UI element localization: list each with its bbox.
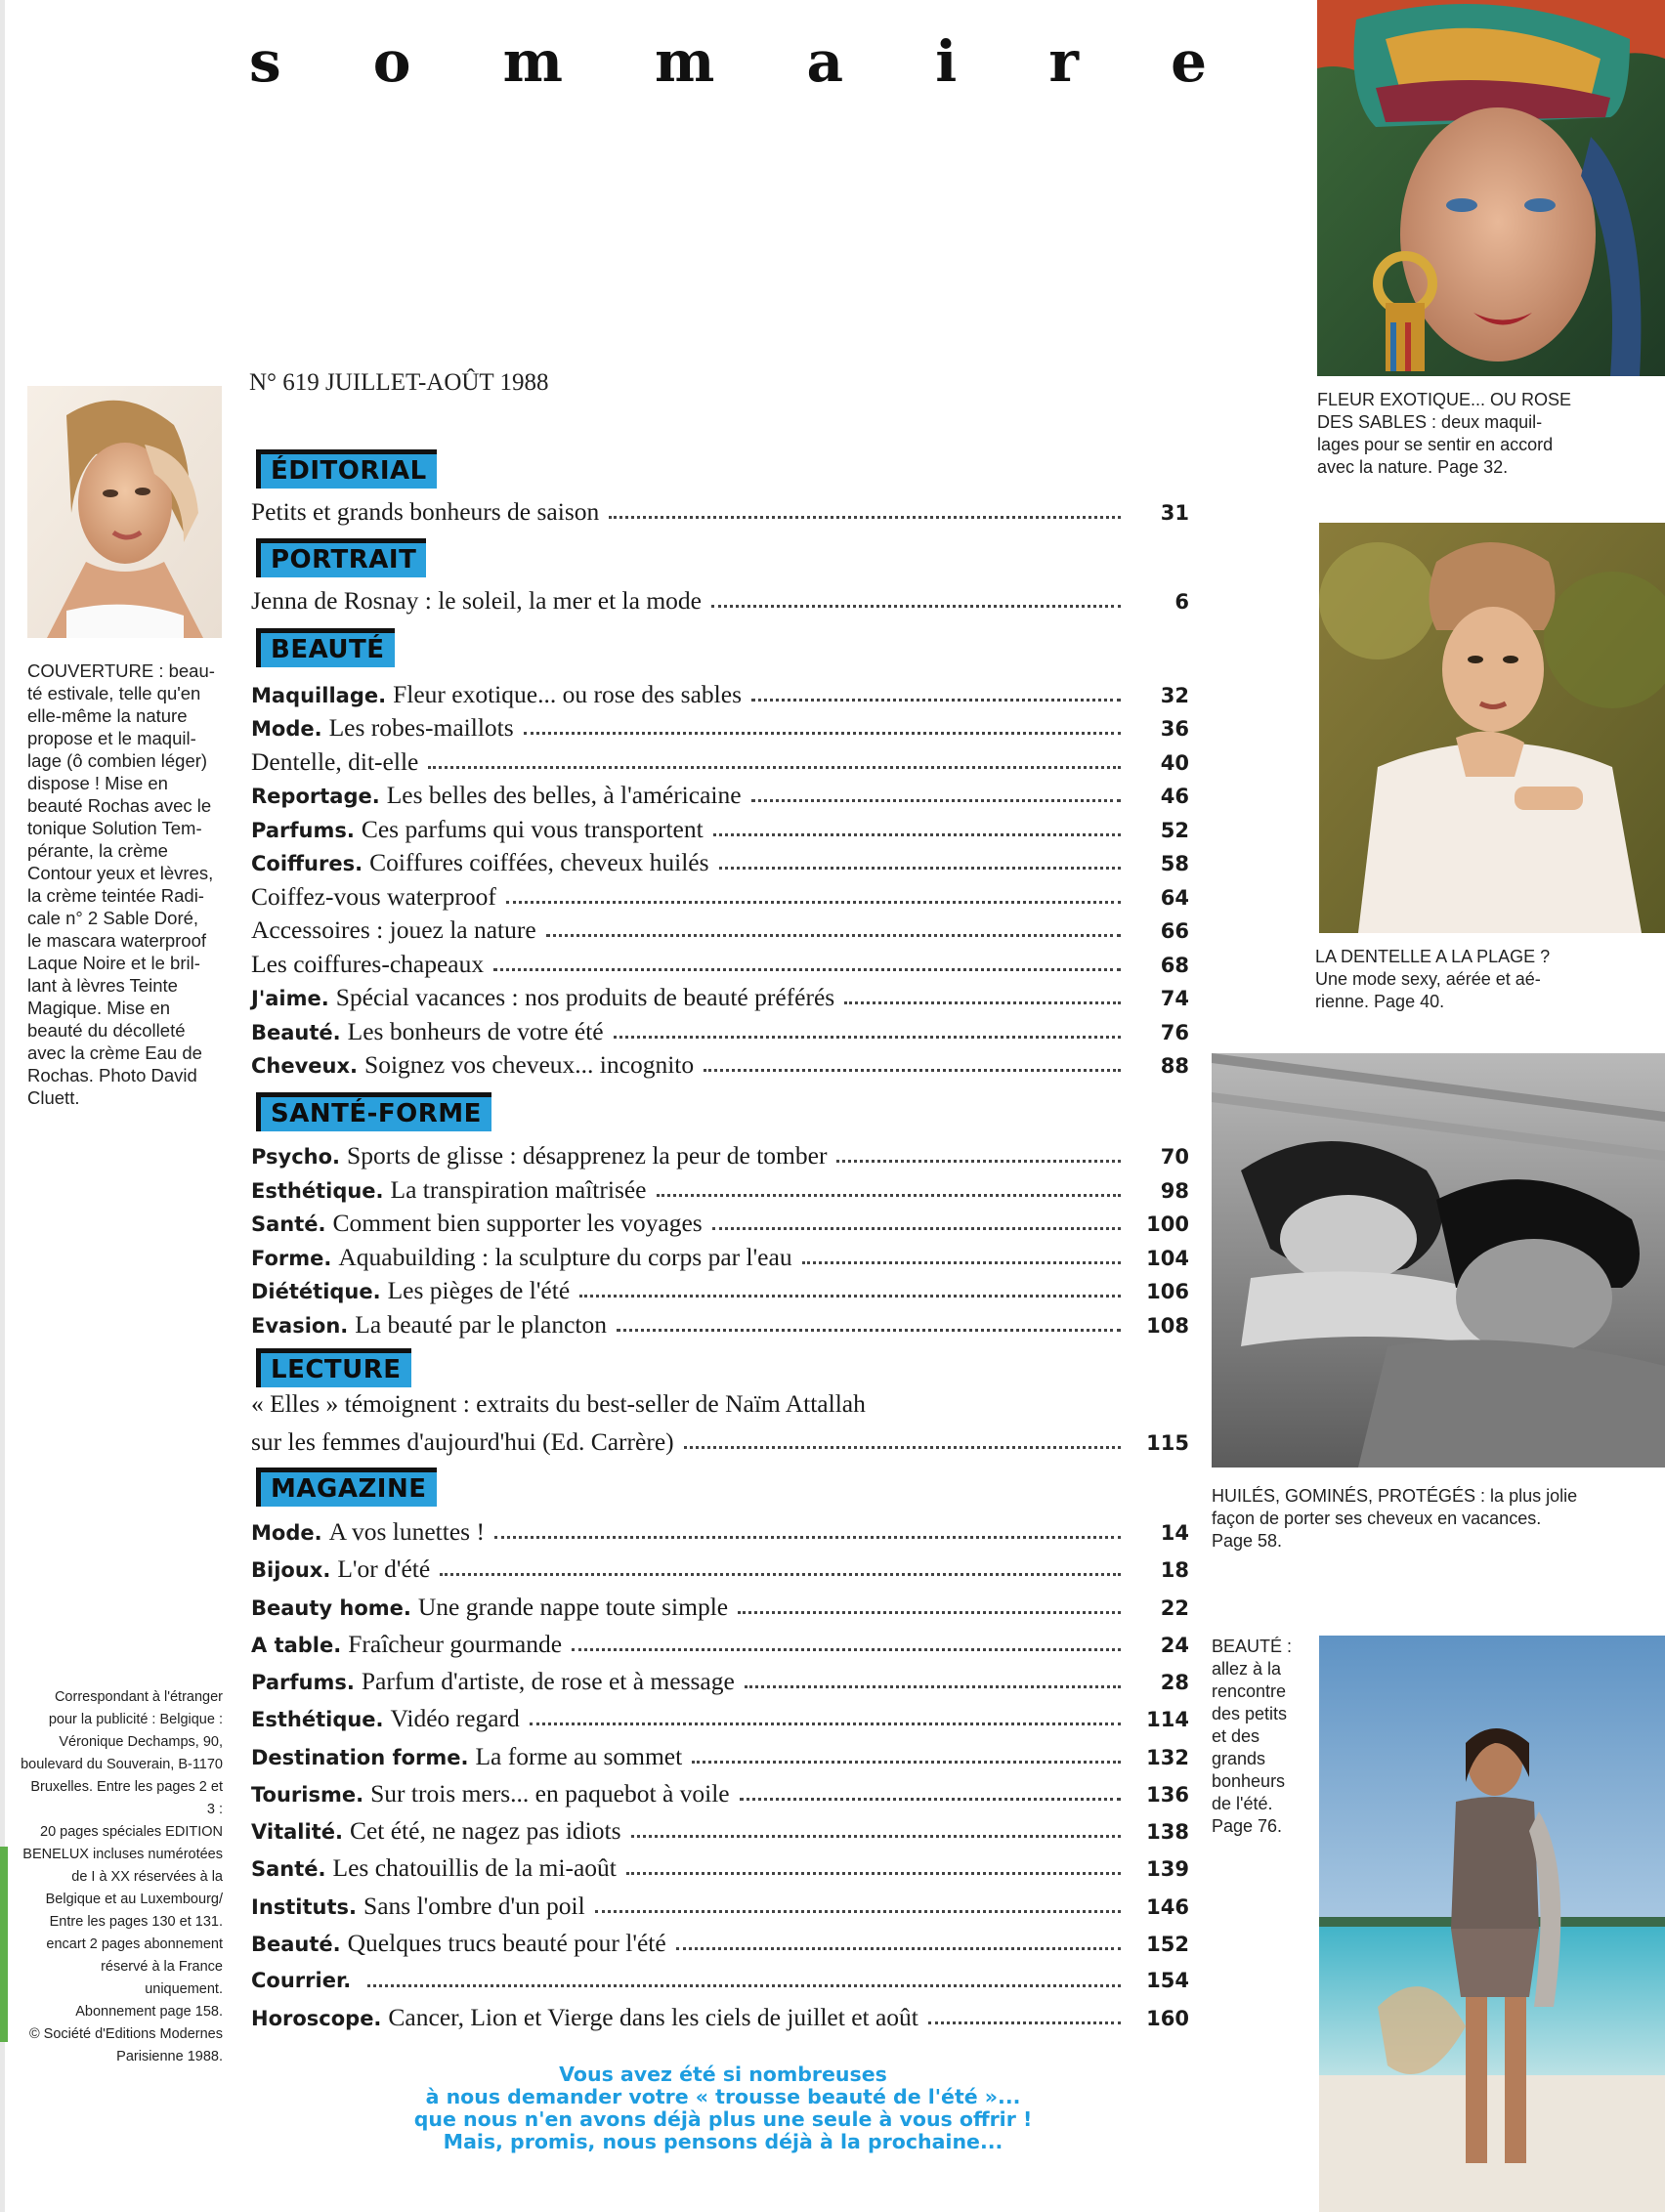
- section-editorial: ÉDITORIAL: [256, 449, 437, 489]
- caption-huiles: HUILÉS, GOMINÉS, PROTÉGÉS : la plus jolie façon de porter ses cheveux en vacances. Page 58.: [1212, 1486, 1578, 1551]
- section-magazine: MAGAZINE: [256, 1468, 437, 1507]
- entry-rubric: Courrier.: [251, 1969, 352, 1992]
- entry-page: 46: [1160, 785, 1189, 809]
- leader-dots: [572, 1647, 1121, 1651]
- issue-number: N° 619 JUILLET-AOÛT 1988: [249, 369, 549, 396]
- entry-page: 32: [1160, 684, 1189, 707]
- entry-title: Comment bien supporter les voyages: [332, 1209, 703, 1238]
- toc-entry[interactable]: [251, 1139, 1189, 1172]
- entry-rubric: Mode.: [251, 1521, 322, 1545]
- leader-dots: [428, 765, 1121, 769]
- leader-dots: [719, 866, 1121, 870]
- entry-title: L'or d'été: [337, 1554, 431, 1584]
- title-letter: i: [935, 28, 958, 95]
- entry-page: 152: [1146, 1932, 1189, 1956]
- entry-title: La beauté par le plancton: [355, 1310, 607, 1339]
- entry-rubric: Beauty home.: [251, 1595, 411, 1620]
- entry-title: Soignez vos cheveux... incognito: [364, 1049, 695, 1079]
- toc-entry[interactable]: [251, 948, 1189, 981]
- entry-rubric: Maquillage.: [251, 684, 387, 707]
- entry-rubric: Vitalité.: [251, 1820, 343, 1844]
- leader-dots: [684, 1445, 1121, 1449]
- entry-page: 139: [1146, 1857, 1189, 1882]
- entry-title: A vos lunettes !: [328, 1517, 485, 1546]
- page-title: [249, 27, 1207, 96]
- entry-page: 66: [1160, 919, 1189, 944]
- entry-rubric: Esthétique.: [251, 1708, 384, 1732]
- entry-title: Coiffures coiffées, cheveux huilés: [369, 848, 709, 877]
- toc-entry[interactable]: [251, 745, 1189, 779]
- toc-entry[interactable]: [251, 711, 1189, 744]
- entry-page: 64: [1160, 885, 1189, 910]
- entry-page: 76: [1160, 1020, 1189, 1044]
- toc-entry[interactable]: [251, 1702, 1189, 1735]
- leader-dots: [712, 1226, 1121, 1230]
- leader-dots: [626, 1871, 1121, 1875]
- entry-page: 88: [1160, 1053, 1189, 1078]
- entry-page: 115: [1146, 1431, 1189, 1455]
- section-lecture: LECTURE: [256, 1348, 411, 1387]
- toc-entry[interactable]: [251, 1628, 1189, 1661]
- entry-rubric: Psycho.: [251, 1145, 341, 1169]
- entry-title: Accessoires : jouez la nature: [251, 915, 536, 945]
- entry-title: Spécial vacances : nos produits de beauté préférés: [335, 983, 835, 1012]
- caption-fleur-exotique: FLEUR EXOTIQUE... OU ROSE DES SABLES : deux maquil- lages pour se sentir en accord avec la nature. Page 32.: [1317, 390, 1572, 477]
- entry-rubric: Horoscope.: [251, 2007, 382, 2031]
- entry-rubric: Santé.: [251, 1212, 326, 1237]
- title-letter: r: [1048, 28, 1079, 95]
- entry-title: Sur trois mers... en paquebot à voile: [370, 1778, 730, 1808]
- entry-title: Aquabuilding : la sculpture du corps par l'eau: [338, 1242, 792, 1271]
- toc-entry[interactable]: [251, 1515, 1189, 1549]
- title-letter: m: [655, 28, 715, 95]
- entry-rubric: Parfums.: [251, 1671, 355, 1694]
- couple-wet-hair-photo: [1212, 1053, 1665, 1468]
- entry-rubric: Coiffures.: [251, 852, 363, 876]
- leader-dots: [579, 1294, 1121, 1297]
- leader-dots: [494, 1535, 1121, 1539]
- correspondent-notice: Correspondant à l'étranger pour la publicité : Belgique : Véronique Dechamps, 90, boulevard du Souverain, B-1170 Bruxelles. Entre les pages 2 et 3 : 20 pages spéciales EDITION BENELUX incluses numérotées de I à XX réservées à la Belgique et au Luxembourg/ Entre les pages 130 et 131. encart 2 pages abonnement réservé à la France uniquement. Abonnement page 158. © Société d'Editions Modernes Parisienne 1988.: [21, 1689, 223, 2064]
- leader-dots: [524, 731, 1121, 735]
- entry-title: Cancer, Lion et Vierge dans les ciels de juillet et août: [388, 2003, 918, 2032]
- entry-page: 104: [1146, 1246, 1189, 1270]
- leader-dots: [676, 1946, 1121, 1950]
- entry-page: 98: [1160, 1178, 1189, 1203]
- entry-rubric: Destination forme.: [251, 1745, 469, 1769]
- entry-page: 114: [1146, 1708, 1189, 1732]
- entry-page: 68: [1160, 953, 1189, 977]
- leader-dots: [440, 1572, 1121, 1576]
- leader-dots: [506, 900, 1121, 904]
- woman-lace-photo: [1319, 523, 1665, 933]
- entry-page: 52: [1160, 818, 1189, 842]
- section-beaute: BEAUTÉ: [256, 628, 395, 667]
- caption-beaute: BEAUTÉ : allez à la rencontre des petits et des grands bonheurs de l'été. Page 76.: [1212, 1637, 1293, 1836]
- entry-page: 36: [1160, 717, 1189, 742]
- leader-dots: [745, 1684, 1121, 1688]
- entry-rubric: Reportage.: [251, 785, 380, 809]
- entry-title: La transpiration maîtrisée: [390, 1174, 647, 1204]
- entry-page: 58: [1160, 852, 1189, 876]
- entry-page: 40: [1160, 750, 1189, 775]
- entry-title: sur les femmes d'aujourd'hui (Ed. Carrère): [251, 1427, 674, 1456]
- leader-dots: [751, 698, 1121, 702]
- leader-dots: [546, 933, 1121, 937]
- entry-title: Sans l'ombre d'un poil: [363, 1891, 585, 1920]
- entry-title: Les belles des belles, à l'américaine: [386, 781, 742, 810]
- entry-title: Une grande nappe toute simple: [417, 1592, 729, 1621]
- title-letter: m: [502, 28, 563, 95]
- toc-entry[interactable]: [251, 1890, 1189, 1923]
- title-letter: o: [372, 28, 411, 95]
- entry-title: Les pièges de l'été: [387, 1276, 571, 1305]
- entry-rubric: Instituts.: [251, 1894, 358, 1919]
- entry-page: 136: [1146, 1782, 1189, 1807]
- entry-rubric: Beauté.: [251, 1932, 341, 1956]
- entry-page: 24: [1160, 1633, 1189, 1657]
- entry-page: 28: [1160, 1671, 1189, 1694]
- entry-title: Coiffez-vous waterproof: [251, 881, 496, 911]
- entry-title: La forme au sommet: [475, 1741, 683, 1770]
- entry-title: Fraîcheur gourmande: [348, 1629, 563, 1658]
- entry-rubric: Mode.: [251, 717, 322, 742]
- entry-title: Vidéo regard: [390, 1704, 520, 1733]
- leader-dots: [844, 1000, 1121, 1004]
- title-letter: s: [249, 28, 281, 95]
- entry-rubric: Forme.: [251, 1246, 332, 1270]
- toc-entry[interactable]: [251, 1777, 1189, 1810]
- leader-dots: [631, 1834, 1121, 1838]
- toc-entry[interactable]: [251, 2001, 1189, 2034]
- entry-page: 14: [1160, 1521, 1189, 1545]
- entry-title: Ces parfums qui vous transportent: [361, 814, 704, 843]
- toc-entry[interactable]: [251, 495, 1189, 529]
- leader-dots: [802, 1260, 1121, 1264]
- entry-page: 154: [1146, 1969, 1189, 1992]
- entry-rubric: Cheveux.: [251, 1053, 359, 1078]
- entry-page: 22: [1160, 1595, 1189, 1620]
- leader-dots: [928, 2021, 1121, 2024]
- entry-rubric: Bijoux.: [251, 1558, 331, 1583]
- toc-entry[interactable]: [251, 1927, 1189, 1960]
- entry-page: 18: [1160, 1558, 1189, 1583]
- leader-dots: [493, 967, 1121, 971]
- entry-title: Les coiffures-chapeaux: [251, 949, 485, 978]
- toc-entry[interactable]: [251, 1740, 1189, 1773]
- lecture-line-1: « Elles » témoignent : extraits du best-seller de Naïm Attallah: [251, 1389, 866, 1418]
- entry-rubric: Santé.: [251, 1857, 326, 1882]
- toc-entry[interactable]: [251, 1308, 1189, 1341]
- leader-dots: [711, 604, 1121, 608]
- cover-caption: COUVERTURE : beau- té estivale, telle qu'en elle-même la nature propose et le maquil- lage (ô combien léger) dispose ! Mise en beauté Rochas avec le tonique Solution Tem- pérante, la crème Contour yeux et lèvres, la crème teintée Radi- cale n° 2 Sable Doré, le mascara waterproof Laque Noire et le bril- lant à lèvres Teinte Magique. Mise en beauté du décolleté avec la crème Eau de Rochas. Photo David Cluett.: [27, 660, 215, 1108]
- toc-entry[interactable]: [251, 1048, 1189, 1082]
- entry-title: Cet été, ne nagez pas idiots: [349, 1816, 621, 1845]
- entry-page: 31: [1160, 501, 1189, 525]
- toc-entry[interactable]: [251, 1207, 1189, 1240]
- toc-entry[interactable]: [251, 1665, 1189, 1698]
- entry-page: 132: [1146, 1745, 1189, 1769]
- entry-title: Sports de glisse : désapprenez la peur de tomber: [347, 1141, 828, 1170]
- green-tab: [0, 1847, 8, 2042]
- leader-dots: [595, 1909, 1121, 1913]
- lecture-entry[interactable]: [251, 1425, 1189, 1459]
- leader-dots: [657, 1193, 1121, 1197]
- leader-dots: [704, 1068, 1121, 1072]
- woman-turban-photo: [1317, 0, 1665, 376]
- toc-entry[interactable]: [251, 1274, 1189, 1307]
- footer-announcement: Vous avez été si nombreuses à nous demander votre « trousse beauté de l'été »... que nous n'en avons déjà plus une seule à vous offrir ! Mais, promis, nous pensons déjà à la prochaine...: [413, 2063, 1033, 2153]
- section-portrait: PORTRAIT: [256, 538, 426, 577]
- entry-title: Dentelle, dit-elle: [251, 746, 419, 776]
- toc-entry[interactable]: [251, 1241, 1189, 1274]
- toc-entry[interactable]: [251, 584, 1189, 617]
- leader-dots: [713, 832, 1121, 836]
- entry-title: Les chatouillis de la mi-août: [332, 1853, 617, 1883]
- entry-page: 100: [1146, 1212, 1189, 1237]
- title-letter: a: [806, 28, 844, 95]
- toc-entry[interactable]: [251, 678, 1189, 711]
- entry-title: Jenna de Rosnay : le soleil, la mer et la mode: [251, 586, 702, 615]
- entry-page: 74: [1160, 987, 1189, 1011]
- entry-title: Petits et grands bonheurs de saison: [251, 497, 600, 526]
- leader-dots: [740, 1797, 1121, 1801]
- leader-dots: [614, 1035, 1121, 1039]
- caption-dentelle: LA DENTELLE A LA PLAGE ? Une mode sexy, aérée et aé- rienne. Page 40.: [1315, 947, 1551, 1011]
- entry-page: 138: [1146, 1820, 1189, 1844]
- entry-title: Parfum d'artiste, de rose et à message: [361, 1667, 735, 1695]
- entry-rubric: J'aime.: [251, 987, 329, 1011]
- toc-entry[interactable]: [251, 880, 1189, 914]
- entry-rubric: Evasion.: [251, 1314, 349, 1338]
- title-letter: e: [1171, 28, 1207, 95]
- entry-rubric: Parfums.: [251, 818, 355, 842]
- leader-dots: [367, 1983, 1121, 1987]
- leader-dots: [609, 515, 1121, 519]
- leader-dots: [738, 1610, 1121, 1614]
- entry-rubric: Diététique.: [251, 1280, 381, 1304]
- toc-entry[interactable]: [251, 914, 1189, 947]
- entry-title: Quelques trucs beauté pour l'été: [347, 1928, 666, 1957]
- leader-dots: [836, 1159, 1121, 1163]
- entry-rubric: A table.: [251, 1633, 342, 1657]
- toc-entry[interactable]: [251, 981, 1189, 1014]
- toc-entry[interactable]: [251, 846, 1189, 879]
- leader-dots: [751, 798, 1121, 802]
- entry-page: 106: [1146, 1280, 1189, 1304]
- cover-woman-photo: [27, 386, 222, 638]
- toc-entry[interactable]: [251, 1591, 1189, 1624]
- entry-page: 6: [1174, 590, 1189, 614]
- entry-title: Les bonheurs de votre été: [347, 1016, 604, 1045]
- entry-title: Les robes-maillots: [328, 713, 514, 743]
- toc-entry[interactable]: [251, 1814, 1189, 1848]
- entry-title: Fleur exotique... ou rose des sables: [393, 680, 743, 708]
- entry-page: 108: [1146, 1314, 1189, 1338]
- entry-rubric: Beauté.: [251, 1020, 341, 1044]
- toc-entry[interactable]: [251, 1964, 1189, 1997]
- entry-rubric: Esthétique.: [251, 1178, 384, 1203]
- toc-entry[interactable]: [251, 813, 1189, 846]
- toc-entry[interactable]: [251, 1015, 1189, 1048]
- leader-dots: [617, 1328, 1121, 1332]
- entry-page: 70: [1160, 1145, 1189, 1169]
- entry-rubric: Tourisme.: [251, 1782, 364, 1807]
- toc-entry[interactable]: [251, 1553, 1189, 1586]
- entry-page: 160: [1146, 2007, 1189, 2031]
- section-sante-forme: SANTÉ-FORME: [256, 1092, 491, 1131]
- toc-entry[interactable]: [251, 1173, 1189, 1207]
- leader-dots: [692, 1760, 1121, 1764]
- leader-dots: [530, 1722, 1121, 1725]
- toc-entry[interactable]: [251, 779, 1189, 812]
- woman-beach-photo: [1319, 1636, 1665, 2212]
- toc-entry[interactable]: [251, 1851, 1189, 1885]
- entry-page: 146: [1146, 1894, 1189, 1919]
